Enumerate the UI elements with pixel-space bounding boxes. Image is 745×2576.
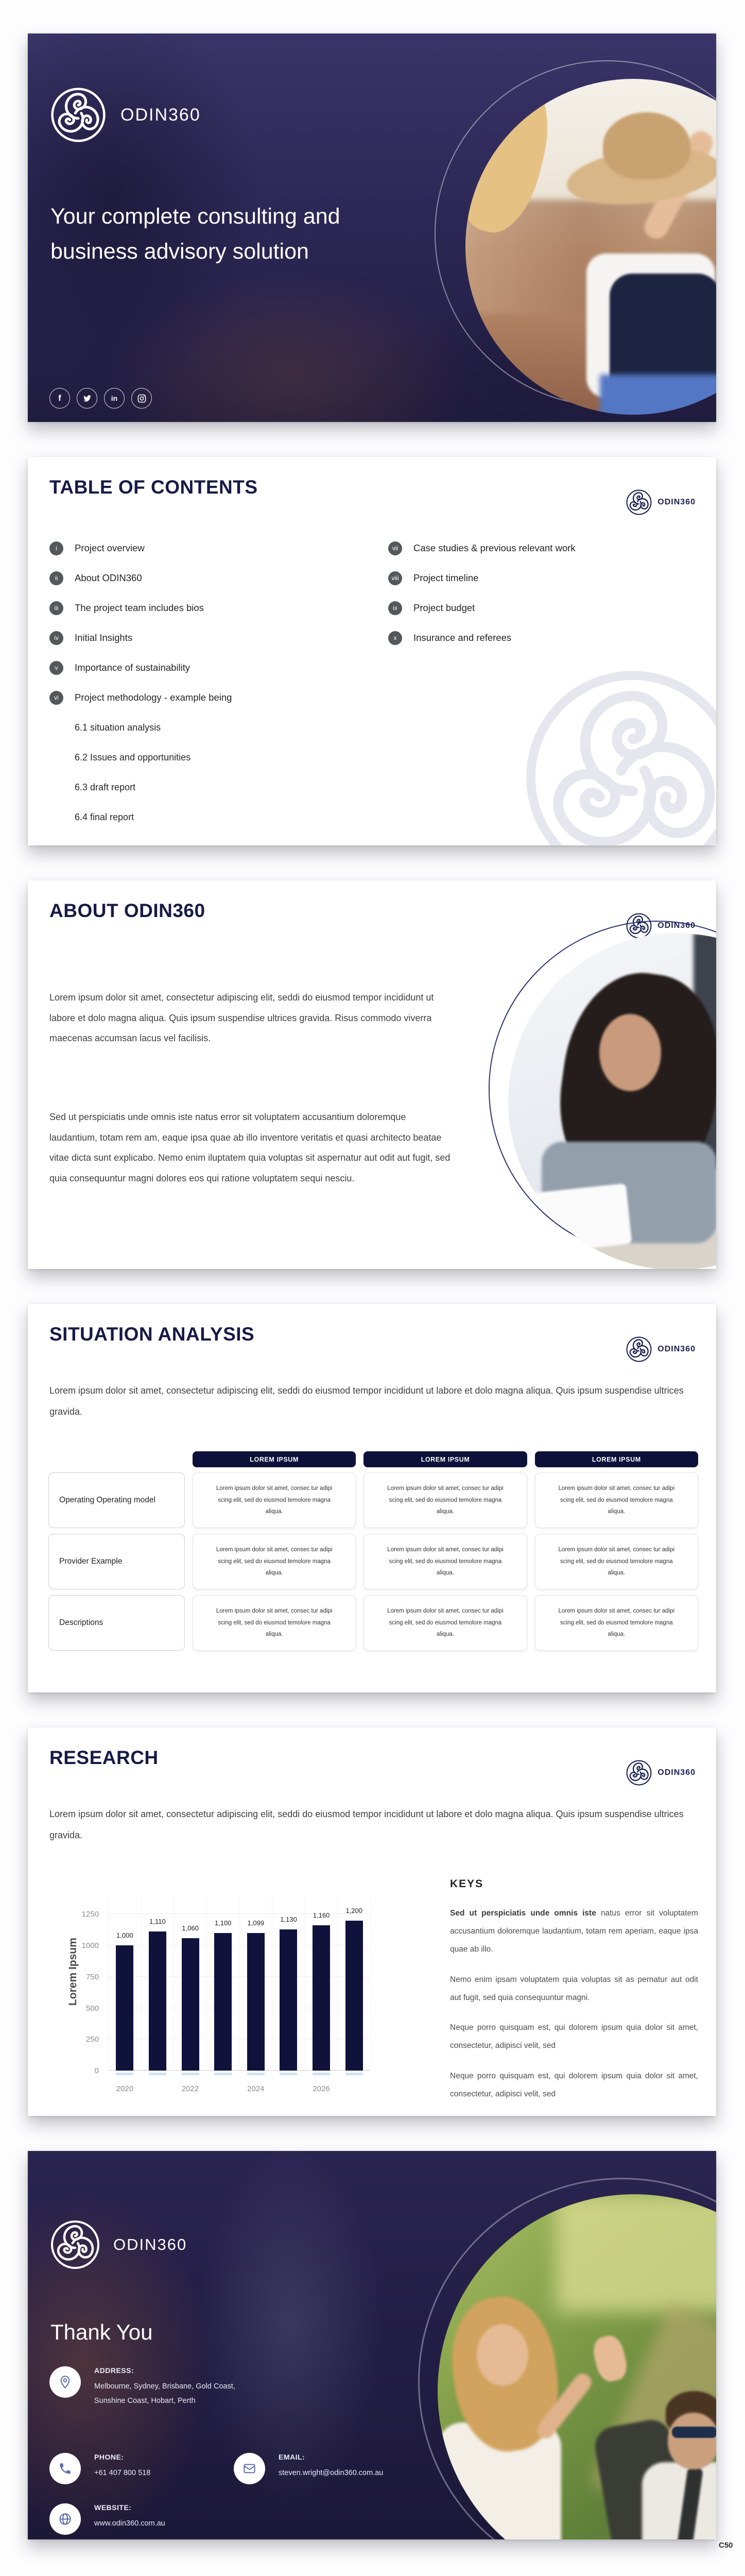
toc-number-badge: v <box>49 661 63 675</box>
photo-shape <box>590 2333 630 2384</box>
bar-value-label: 1,060 <box>182 1924 199 1932</box>
bar-value-label: 1,000 <box>116 1931 133 1940</box>
toc-item: i Project overview <box>49 533 369 563</box>
photo-shape <box>600 375 716 415</box>
brand-name: ODIN360 <box>120 105 201 125</box>
toc-left-column <box>49 533 369 832</box>
bar <box>116 1931 133 2071</box>
phone-icon <box>49 2453 81 2484</box>
toc-sub-item: 6.1 situation analysis <box>75 722 161 733</box>
bar-slot <box>206 1895 239 2071</box>
bar-value-label: 1,160 <box>313 1911 330 1920</box>
bar-slot <box>272 1895 305 2071</box>
toc-item: vi Project methodology - example being <box>49 683 369 713</box>
thank-you-heading: Thank You <box>50 2320 153 2344</box>
table-row <box>48 1595 698 1651</box>
deck-title: Your complete consulting and business advisory solution <box>50 204 340 264</box>
keys-section <box>450 1878 698 2116</box>
bar <box>313 1911 330 2071</box>
column-header: LOREM IPSUM <box>535 1451 698 1467</box>
bar-base-strip <box>345 2073 363 2075</box>
brand-name: ODIN360 <box>657 1345 696 1353</box>
photo-shape <box>599 1014 661 1091</box>
toc-item: v Importance of sustainability <box>49 653 369 683</box>
about-paragraph-1: Lorem ipsum dolor sit amet, consectetur adipiscing elit, seddi do eiusmod tempor incididunt ut labore et dolo magna aliqua. Quis ipsum suspendise ultrices gravida. Risus commodo viverra maecenas accumsan lacus vel facilisis. <box>49 992 434 1044</box>
brand-logo <box>49 86 201 144</box>
brand-logo <box>626 489 696 516</box>
row-label: Descriptions <box>48 1595 185 1651</box>
research-slide <box>28 1727 716 2116</box>
bar-base-strip <box>182 2073 199 2075</box>
triskelion-logo-icon <box>49 86 107 144</box>
table-cell: Lorem ipsum dolor sit amet, consec tur adipi scing elit, sed do eiusmod temolore magna aliqua. <box>193 1472 356 1528</box>
bar-value-label: 1,099 <box>247 1919 265 1927</box>
toc-number-badge: iv <box>49 631 63 645</box>
facebook-icon[interactable]: f <box>49 388 70 409</box>
toc-number-badge: x <box>388 631 402 645</box>
bar-chart <box>48 1878 374 2099</box>
address-line: Melbourne, Sydney, Brisbane, Gold Coast, <box>94 2382 235 2391</box>
photo-shape <box>672 2427 716 2438</box>
social-links <box>49 388 152 409</box>
bar-value-label: 1,200 <box>345 1906 362 1914</box>
toc-number-badge: vi <box>49 691 63 705</box>
toc-item: iii The project team includes bios <box>49 593 369 623</box>
envelope-icon <box>234 2453 265 2484</box>
table-row <box>48 1534 698 1589</box>
bar-base-strip <box>247 2073 265 2075</box>
website-label: WEBSITE: <box>94 2503 132 2512</box>
table-cell: Lorem ipsum dolor sit amet, consec tur adipi scing elit, sed do eiusmod temolore magna aliqua. <box>363 1472 527 1528</box>
header-spacer <box>48 1451 185 1467</box>
bar-slot <box>141 1895 174 2071</box>
key-paragraph: Neque porro quisquam est, qui dolorem ipsum quia dolor sit amet, consectetur, adipisci velit, sed <box>450 2023 698 2050</box>
table-header-row <box>48 1451 698 1467</box>
bar-base-strip <box>214 2073 232 2075</box>
table-cell: Lorem ipsum dolor sit amet, consec tur adipi scing elit, sed do eiusmod temolore magna aliqua. <box>535 1472 698 1528</box>
email-value[interactable]: steven.wright@odin360.com.au <box>279 2469 384 2477</box>
toc-item: iv Initial Insights <box>49 623 369 653</box>
y-axis-tick-label: 0 <box>94 2066 99 2075</box>
globe-icon <box>49 2503 81 2535</box>
column-header: LOREM IPSUM <box>363 1451 527 1467</box>
about-slide <box>28 880 716 1269</box>
table-row <box>48 1472 698 1528</box>
linkedin-icon[interactable]: in <box>104 388 125 409</box>
intro-paragraph: Lorem ipsum dolor sit amet, consectetur adipiscing elit, seddi do eiusmod tempor incididunt ut labore et dolo magna aliqua. Quis ipsum suspendise ultrices gravida. <box>49 1385 684 1417</box>
x-axis-tick-label: 2024 <box>247 2084 265 2093</box>
chart-bars <box>108 1895 371 2093</box>
page-corner-label: C50 <box>719 2541 733 2550</box>
twitter-icon[interactable] <box>77 388 97 409</box>
page-title: SITUATION ANALYSIS <box>49 1324 255 1345</box>
toc-number-badge: iii <box>49 601 63 615</box>
phone-block <box>49 2453 150 2484</box>
brand-logo <box>626 1759 696 1786</box>
bar <box>280 1915 297 2071</box>
website-value[interactable]: www.odin360.com.au <box>94 2519 165 2528</box>
triskelion-logo-icon <box>626 489 652 516</box>
bar-base-strip <box>116 2073 133 2075</box>
y-axis-tick-label: 750 <box>85 1972 99 1981</box>
toc-number-badge: vii <box>388 541 402 555</box>
bar <box>247 1919 265 2071</box>
bar-base-strip <box>313 2073 330 2075</box>
bar-value-label: 1,110 <box>149 1918 166 1926</box>
toc-number-badge: ii <box>49 571 63 585</box>
thank-you-slide <box>28 2151 716 2539</box>
toc-number-badge: viii <box>388 571 402 585</box>
brand-name: ODIN360 <box>657 921 696 930</box>
title-slide <box>28 33 716 422</box>
bar <box>214 1919 232 2071</box>
bar <box>345 1906 363 2071</box>
situation-analysis-slide <box>28 1304 716 1692</box>
column-header: LOREM IPSUM <box>193 1451 356 1467</box>
key-paragraph: Neque porro quisquam est, qui dolorem ipsum quia dolor sit amet, consectetur, adipisci velit, sed <box>450 2072 698 2098</box>
x-axis-tick-label: 2020 <box>116 2084 133 2093</box>
situation-table <box>48 1451 698 1656</box>
toc-item: ii About ODIN360 <box>49 563 369 593</box>
x-axis-tick-label: 2022 <box>181 2084 199 2093</box>
y-axis-label: Lorem Ipsum <box>67 1938 79 2006</box>
table-cell: Lorem ipsum dolor sit amet, consec tur adipi scing elit, sed do eiusmod temolore magna aliqua. <box>535 1534 698 1589</box>
triskelion-logo-icon <box>626 1336 652 1363</box>
photo-shape <box>556 2194 716 2312</box>
intro-paragraph: Lorem ipsum dolor sit amet, consectetur adipiscing elit, seddi do eiusmod tempor incididunt ut labore et dolo magna aliqua. Quis ipsum suspendise ultrices gravida. <box>49 1809 684 1841</box>
toc-slide <box>28 457 716 845</box>
bar-base-strip <box>149 2073 166 2075</box>
table-cell: Lorem ipsum dolor sit amet, consec tur adipi scing elit, sed do eiusmod temolore magna aliqua. <box>363 1595 527 1651</box>
phone-value[interactable]: +61 407 800 518 <box>94 2469 151 2477</box>
phone-label: PHONE: <box>94 2453 124 2461</box>
bar-value-label: 1,130 <box>280 1915 297 1923</box>
photo-shape <box>668 2413 716 2469</box>
website-block <box>49 2503 165 2535</box>
brand-logo <box>626 1336 696 1363</box>
about-paragraph-2: Sed ut perspiciatis unde omnis iste natus error sit voluptatem accusantium doloremque laudantium, totam rem am, eaque ipsa quae ab illo inventore veritatis et quasi architecto beatae vitae dicta sunt explicabo. Nemo enim iluptatem quia voluptas sit aspernatur aut odit aut fugit, sed quia consequuntur magni dolores eos qui ratione voluptatem sequi nesciu. <box>49 1112 451 1183</box>
row-label: Operating Operating model <box>48 1472 185 1528</box>
table-cell: Lorem ipsum dolor sit amet, consec tur adipi scing elit, sed do eiusmod temolore magna aliqua. <box>363 1534 527 1589</box>
toc-right-column <box>388 533 702 653</box>
bar-base-strip <box>280 2073 297 2075</box>
bar-value-label: 1,100 <box>214 1919 232 1927</box>
toc-sub-item: 6.4 final report <box>75 811 134 822</box>
y-axis-tick-label: 250 <box>85 2035 99 2044</box>
toc-number-badge: ix <box>388 601 402 615</box>
address-line: Sunshine Coast, Hobart, Perth <box>94 2397 196 2405</box>
page-title: RESEARCH <box>49 1747 159 1768</box>
keys-heading: KEYS <box>450 1878 484 1890</box>
page-title: TABLE OF CONTENTS <box>49 477 258 498</box>
toc-number-badge: i <box>49 541 63 555</box>
toc-item: x Insurance and referees <box>388 623 702 653</box>
y-axis-tick-label: 1250 <box>81 1910 99 1919</box>
page-title: ABOUT ODIN360 <box>49 900 205 921</box>
email-label: EMAIL: <box>279 2453 305 2461</box>
key-paragraph: Nemo enim ipsam voluptatem quia voluptas sit as pernatur aut odit aut fugit, sed quia consequuntur magni. <box>450 1975 698 2002</box>
photo-shape <box>603 112 690 179</box>
key-paragraph: Sed ut perspiciatis unde omnis iste natus error sit voluptatem accusantium doloremque laudantium, totam rem aperiam, eaque ipsa quae ab illo. <box>450 1909 698 1954</box>
table-cell: Lorem ipsum dolor sit amet, consec tur adipi scing elit, sed do eiusmod temolore magna aliqua. <box>535 1595 698 1651</box>
toc-item: ix Project budget <box>388 593 702 623</box>
row-label: Provider Example <box>48 1534 185 1589</box>
brand-name: ODIN360 <box>113 2235 187 2253</box>
address-block <box>49 2366 235 2409</box>
toc-sub-item: 6.2 Issues and opportunities <box>75 752 191 762</box>
brand-logo <box>49 2219 187 2270</box>
email-block <box>234 2453 383 2484</box>
table-cell: Lorem ipsum dolor sit amet, consec tur adipi scing elit, sed do eiusmod temolore magna aliqua. <box>193 1595 356 1651</box>
bar <box>149 1918 166 2071</box>
location-pin-icon <box>49 2366 81 2398</box>
y-axis-tick-label: 500 <box>85 2004 99 2013</box>
brand-name: ODIN360 <box>657 1768 696 1777</box>
bar-slot <box>305 1895 338 2093</box>
triskelion-watermark-icon <box>519 664 716 845</box>
table-cell: Lorem ipsum dolor sit amet, consec tur adipi scing elit, sed do eiusmod temolore magna aliqua. <box>193 1534 356 1589</box>
toc-item: vii Case studies & previous relevant work <box>388 533 702 563</box>
x-axis-tick-label: 2026 <box>313 2084 330 2093</box>
photo-shape <box>477 2324 528 2386</box>
bar-slot <box>239 1895 272 2093</box>
bar <box>182 1924 199 2071</box>
triskelion-logo-icon <box>626 1759 652 1786</box>
bar-slot <box>108 1895 141 2093</box>
toc-sub-item: 6.3 draft report <box>75 782 136 792</box>
bar-slot <box>174 1895 206 2093</box>
instagram-icon[interactable] <box>131 388 152 409</box>
brand-name: ODIN360 <box>657 498 696 506</box>
bar-slot <box>337 1895 371 2071</box>
address-label: ADDRESS: <box>94 2366 134 2375</box>
toc-item: viii Project timeline <box>388 563 702 593</box>
photo-shape <box>512 1183 632 1256</box>
y-axis <box>78 1895 105 2075</box>
triskelion-logo-icon <box>49 2219 101 2270</box>
y-axis-tick-label: 1000 <box>81 1941 99 1951</box>
